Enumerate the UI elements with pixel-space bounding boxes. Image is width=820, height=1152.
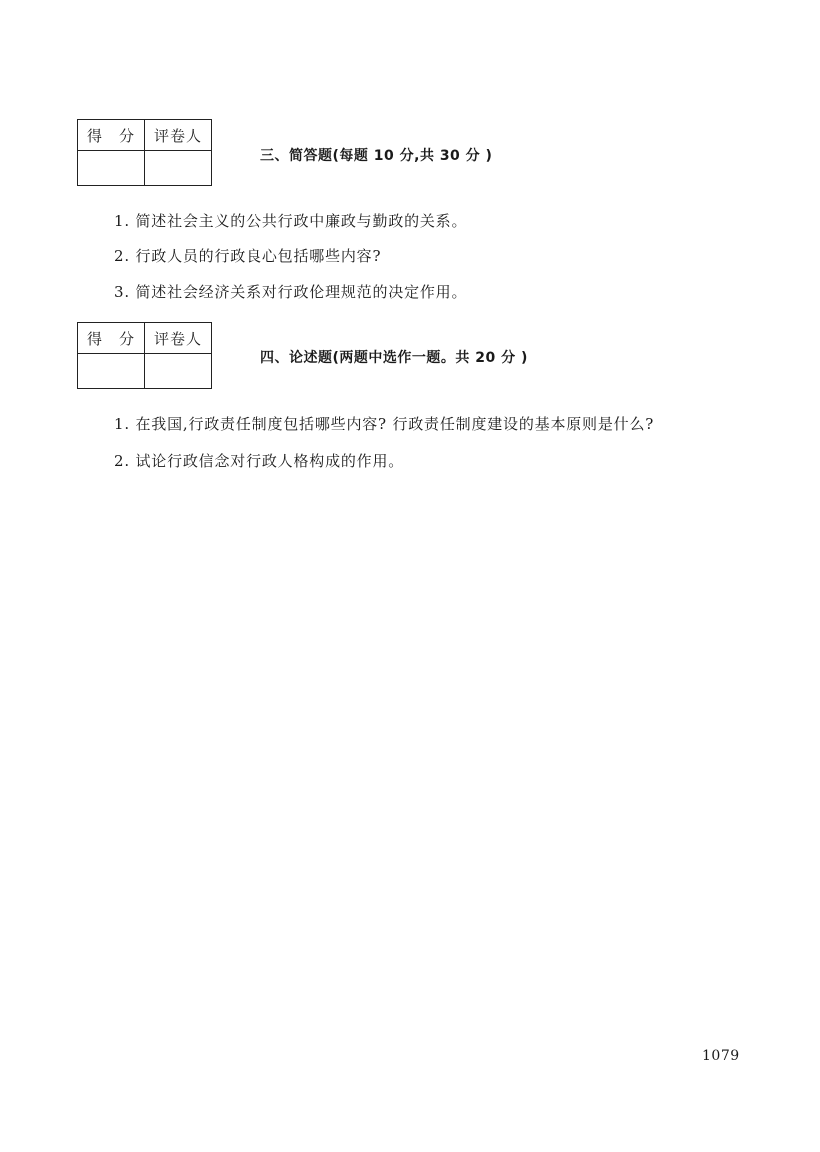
section-title: 三、简答题(每题 10 分,共 30 分 ) bbox=[260, 148, 493, 164]
grader-cell bbox=[145, 354, 212, 389]
score-box-blank-row bbox=[78, 151, 212, 186]
grader-cell bbox=[145, 151, 212, 186]
score-cell bbox=[78, 151, 145, 186]
score-box-blank-row bbox=[78, 354, 212, 389]
section-title: 四、论述题(两题中选作一题。共 20 分 ) bbox=[260, 350, 528, 366]
score-box-header-row bbox=[78, 323, 212, 354]
question-item: 2. 行政人员的行政良心包括哪些内容? bbox=[114, 247, 382, 265]
score-box bbox=[77, 322, 212, 389]
page-number: 1079 bbox=[702, 1048, 740, 1064]
question-item: 1. 在我国,行政责任制度包括哪些内容? 行政责任制度建设的基本原则是什么? bbox=[114, 415, 655, 433]
score-label: 得 分 bbox=[78, 120, 145, 151]
score-box bbox=[77, 119, 212, 186]
grader-label: 评卷人 bbox=[145, 323, 212, 354]
score-cell bbox=[78, 354, 145, 389]
question-item: 3. 简述社会经济关系对行政伦理规范的决定作用。 bbox=[114, 283, 468, 301]
score-label: 得 分 bbox=[78, 323, 145, 354]
grader-label: 评卷人 bbox=[145, 120, 212, 151]
question-item: 1. 简述社会主义的公共行政中廉政与勤政的关系。 bbox=[114, 212, 468, 230]
question-item: 2. 试论行政信念对行政人格构成的作用。 bbox=[114, 452, 405, 470]
score-box-header-row bbox=[78, 120, 212, 151]
